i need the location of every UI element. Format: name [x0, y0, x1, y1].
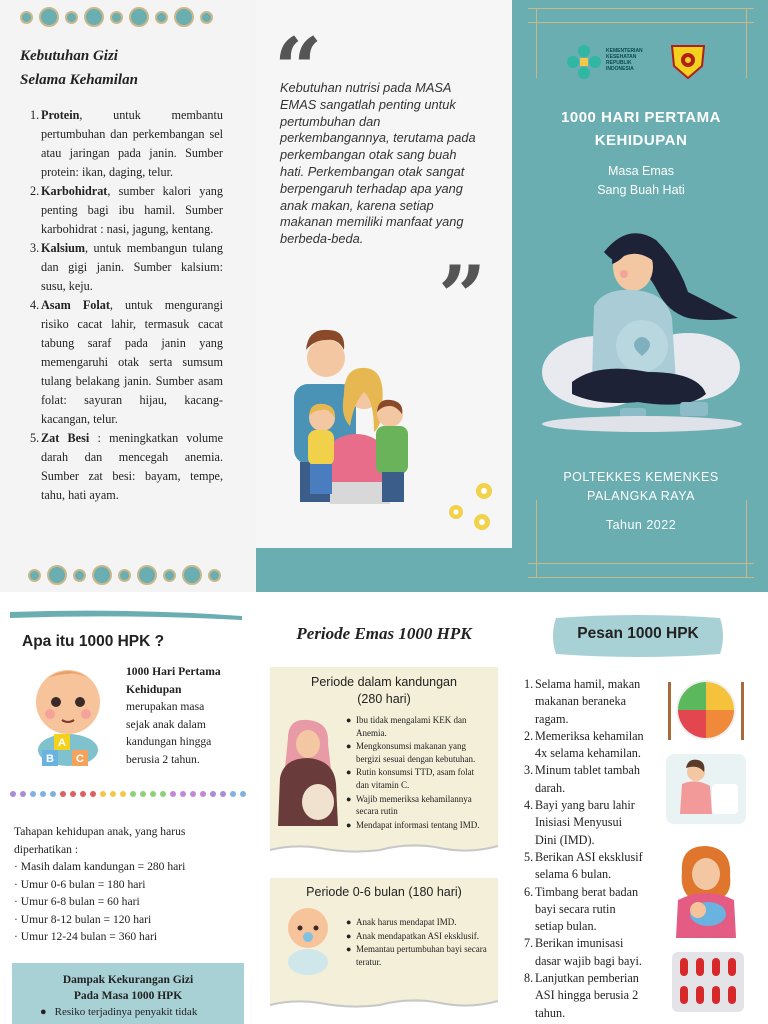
- card-infant-list: [346, 916, 490, 969]
- breastfeeding-icon: [668, 842, 744, 938]
- hpk-definition: [126, 663, 244, 768]
- impact-item-text: Resiko terjadinya penyakit tidak: [54, 1006, 198, 1018]
- card-infant-title: Periode 0-6 bulan (180 hari): [306, 885, 462, 899]
- nutrition-item-name: Karbohidrat: [41, 184, 108, 198]
- divider-dot: [60, 791, 66, 797]
- nutrition-item-number: 3.: [30, 241, 40, 255]
- frame-line-bottom: [528, 577, 754, 578]
- hpk-definition-line: sejak anak dalam: [126, 717, 206, 731]
- pesan-list: [524, 676, 656, 1022]
- nutrition-item-body: [41, 182, 223, 239]
- hijab-mother-illustration: [274, 718, 340, 828]
- poltekkes-logo-icon: [668, 40, 708, 80]
- checkup-icon: [666, 754, 746, 824]
- nutrition-item-body: [41, 239, 223, 296]
- pregnancy-item: [346, 714, 486, 739]
- pesan-item-number: 2.: [524, 728, 534, 743]
- nutrition-item: [30, 239, 223, 296]
- pesan-item-line: selama 6 bulan.: [535, 867, 612, 882]
- baby-blocks-illustration: [24, 664, 112, 772]
- pesan-item-body: [535, 676, 640, 728]
- impact-title: [12, 972, 244, 1004]
- nutrition-item-desc: , untuk membangun tulang dan gigi janin. Sumber kalsium: susu, keju.: [41, 241, 223, 293]
- open-quote-icon: “: [274, 19, 323, 118]
- divider-dot: [160, 791, 166, 797]
- hpk-heading: Apa itu 1000 HPK ?: [22, 633, 165, 650]
- pregnancy-item-text: Mendapat informasi tentang IMD.: [356, 819, 480, 830]
- pesan-item-line: Selama hamil, makan: [535, 677, 641, 691]
- pregnant-woman-illustration: [538, 222, 744, 434]
- teal-band: [256, 548, 512, 592]
- hpk-definition-bold2: Kehidupan: [126, 682, 182, 696]
- frame-line-right-bottom: [746, 500, 747, 578]
- kemenkes-line1: KEMENTERIAN: [606, 48, 643, 54]
- cover-year: Tahun 2022: [605, 518, 677, 532]
- pesan-item: [524, 935, 656, 970]
- divider-dot: [210, 791, 216, 797]
- cover-institution-line2: PALANGKA RAYA: [587, 489, 695, 503]
- bullet-icon: ●: [346, 819, 352, 830]
- stage-item: · Umur 12-24 bulan = 360 hari: [14, 930, 158, 943]
- cover-title: [528, 106, 754, 152]
- cover-institution: [528, 468, 754, 506]
- divider-dot: [190, 791, 196, 797]
- card-pregnancy-title: [270, 674, 498, 708]
- pesan-item: [524, 970, 656, 1022]
- nutrition-item-number: 4.: [30, 298, 40, 312]
- flowers-icon: [444, 480, 500, 536]
- cover-subtitle-line2: Sang Buah Hati: [597, 183, 685, 197]
- impact-item: [40, 1005, 197, 1019]
- quote-text: Kebutuhan nutrisi pada MASA EMAS sangatlah penting untuk pertumbuhan dan perkembangannya, terutama pada perkembangan otak sang buah hati. Perkembangan otak sangat berpengaruh terhadap apa yang anak makan, karena setiap makanan memiliki manfaat yang berbeda-beda.: [280, 80, 476, 247]
- pesan-item: [524, 728, 656, 763]
- pregnancy-item: [346, 740, 486, 765]
- nutrition-item-body: [41, 296, 223, 429]
- nutrition-item-name: Zat Besi: [41, 431, 90, 445]
- nutrition-item-desc: : meningkatkan volume darah dan mencegah anemia. Sumber zat besi: bayam, tempe, tahu, hati ayam.: [41, 431, 223, 502]
- stage-item: · Masih dalam kandungan = 280 hari: [14, 860, 186, 873]
- divider-dot: [150, 791, 156, 797]
- hpk-definition-rest: [126, 698, 244, 768]
- pesan-item-number: 7.: [524, 936, 534, 951]
- decor-dots-bottom: [28, 565, 221, 585]
- nutrition-item: [30, 106, 223, 182]
- divider-dot: [20, 791, 26, 797]
- bullet-icon: ●: [40, 1006, 47, 1018]
- nutrition-item-body: [41, 106, 223, 182]
- pesan-item: [524, 676, 656, 728]
- cover-subtitle-line1: Masa Emas: [608, 164, 674, 178]
- nutrition-item-number: 1.: [30, 108, 40, 122]
- pesan-item-line: dasar wajib bagi bayi.: [535, 953, 642, 968]
- bullet-icon: ●: [346, 930, 352, 941]
- pregnancy-item-text: Rutin konsumsi TTD, asam folat dan vitamin C.: [356, 767, 475, 790]
- pesan-item-line: makanan beraneka: [535, 694, 627, 709]
- nutrition-list: [30, 106, 223, 505]
- pesan-item-line: darah.: [535, 780, 566, 795]
- frame-line-left-bottom: [536, 500, 537, 578]
- nutrition-item: [30, 429, 223, 505]
- nutrition-item-number: 5.: [30, 431, 40, 445]
- pesan-heading: Pesan 1000 HPK: [577, 625, 699, 642]
- divider-dot: [70, 791, 76, 797]
- divider-dot: [170, 791, 176, 797]
- pesan-item-number: 1.: [524, 677, 534, 691]
- nutrition-title-line1: Kebutuhan Gizi: [20, 48, 118, 64]
- nutrition-title-line2: Selama Kehamilan: [20, 72, 138, 88]
- kemenkes-line2: KESEHATAN: [606, 54, 637, 60]
- hpk-definition-line: kandungan hingga: [126, 735, 212, 748]
- bullet-icon: ●: [346, 767, 352, 778]
- bullet-icon: ●: [346, 917, 352, 927]
- pesan-item-body: [535, 797, 635, 849]
- stages-intro-line2: diperhatikan :: [14, 842, 79, 856]
- pesan-item-line: Bayi yang baru lahir: [535, 798, 635, 813]
- pesan-item-line: ragam.: [535, 711, 569, 726]
- divider-dot: [180, 791, 186, 797]
- medicine-pack-icon: [670, 950, 746, 1014]
- cover-title-line2: KEHIDUPAN: [594, 132, 688, 149]
- hpk-definition-line: berusia 2 tahun.: [126, 752, 200, 766]
- pesan-item-body: [535, 728, 644, 763]
- stage-item: · Umur 6-8 bulan = 60 hari: [14, 895, 140, 908]
- infant-item: [346, 916, 490, 929]
- hpk-definition-bold1: 1000 Hari Pertama: [126, 665, 221, 678]
- frame-line-top: [528, 8, 754, 9]
- divider-dot: [50, 791, 56, 797]
- kemenkes-line3: REPUBLIK: [606, 60, 632, 66]
- pesan-item-line: Minum tablet tambah: [535, 763, 640, 778]
- infant-item-text: Memantau pertumbuhan bayi secara teratur.: [356, 944, 487, 967]
- frame-line-bottom-inner: [528, 563, 754, 564]
- pesan-item-line: Inisiasi Menyusui: [535, 815, 623, 830]
- decor-dots-top: [20, 7, 213, 27]
- bullet-icon: ●: [346, 741, 352, 752]
- divider-dot: [200, 791, 206, 797]
- divider-dot: [10, 791, 16, 797]
- colored-dots-divider: [10, 791, 246, 797]
- bullet-icon: ●: [346, 944, 352, 955]
- pesan-item-number: 3.: [524, 763, 534, 778]
- pesan-item: [524, 762, 656, 797]
- pesan-item-line: setiap bulan.: [535, 919, 597, 934]
- divider-dot: [140, 791, 146, 797]
- impact-title-line2: Pada Masa 1000 HPK: [73, 990, 183, 1002]
- pesan-item: [524, 884, 656, 936]
- svg-text:C: C: [76, 753, 84, 765]
- food-plate-icon: [664, 674, 748, 746]
- infant-item-text: Anak mendapatkan ASI eksklusif.: [356, 930, 479, 941]
- divider-dot: [30, 791, 36, 797]
- infant-item: [346, 930, 490, 943]
- card-pregnancy-title-line1: Periode dalam kandungan: [311, 675, 457, 689]
- page-gap: [0, 592, 768, 598]
- divider-dot: [220, 791, 226, 797]
- pesan-item-number: 6.: [524, 884, 534, 899]
- nutrition-item-name: Kalsium: [41, 241, 86, 255]
- frame-line-left-top: [536, 8, 537, 78]
- nutrition-item-desc: , untuk membantu pertumbuhan dan perkembangan sel atau jaringan pada janin. Sumber protein: ikan, daging, telur.: [41, 108, 223, 179]
- pesan-item-line: Berikan ASI eksklusif: [535, 849, 643, 864]
- stages-intro-line1: Tahapan kehidupan anak, yang harus: [14, 825, 186, 838]
- nutrition-item-name: Asam Folat: [41, 298, 110, 312]
- nutrition-item-desc: , sumber kalori yang penting bagi ibu hamil. Sumber karbohidrat : nasi, jagung, kentang.: [41, 184, 223, 236]
- nutrition-item-name: Protein: [41, 108, 80, 122]
- nutrition-item-desc: , untuk mengurangi risiko cacat lahir, termasuk cacat tabung saraf pada janin yang memengaruhi otak serta sumsum tulang belakang janin. Sumber asam folat: sayuran hijau, kacang-kacangan, telur.: [41, 298, 223, 426]
- pesan-item-line: ASI hingga berusia 2: [535, 988, 639, 1003]
- pesan-item: [524, 797, 656, 849]
- pesan-item-body: [535, 762, 640, 797]
- svg-text:A: A: [58, 737, 66, 749]
- cover-institution-line1: POLTEKKES KEMENKES: [563, 470, 719, 484]
- infant-item: [346, 943, 490, 968]
- divider-dot: [90, 791, 96, 797]
- stages-block: [14, 823, 252, 946]
- divider-dot: [110, 791, 116, 797]
- pregnancy-item-text: Wajib memeriksa kehamilannya secara rutin: [356, 793, 472, 817]
- pesan-item-line: Timbang berat badan: [535, 884, 639, 899]
- nutrition-item-number: 2.: [30, 184, 40, 198]
- bullet-icon: ●: [346, 793, 352, 804]
- family-illustration: [278, 322, 428, 510]
- nutrition-item-body: [41, 429, 223, 505]
- pesan-item-line: 4x selama kehamilan.: [535, 746, 641, 761]
- stages-list: [14, 858, 252, 946]
- pregnancy-item-text: Mengkonsumsi makanan yang bergizi sesuai dengan kebutuhan.: [356, 741, 476, 764]
- golden-period-heading: Periode Emas 1000 HPK: [296, 624, 472, 643]
- pregnancy-item: [346, 766, 486, 791]
- cover-title-line1: 1000 HARI PERTAMA: [561, 109, 721, 126]
- kemenkes-text: [606, 48, 643, 72]
- pesan-item: [524, 849, 656, 884]
- pesan-item-number: 8.: [524, 971, 534, 986]
- pesan-item-line: tahun.: [535, 1005, 566, 1020]
- pesan-item-number: 5.: [524, 849, 534, 864]
- hpk-definition-line: merupakan masa: [126, 700, 205, 713]
- pregnancy-item: [346, 793, 486, 818]
- stage-item: · Umur 0-6 bulan = 180 hari: [14, 877, 146, 891]
- svg-text:B: B: [46, 753, 54, 765]
- pesan-item-line: Lanjutkan pemberian: [535, 971, 639, 986]
- divider-dot: [40, 791, 46, 797]
- nutrition-item: [30, 296, 223, 429]
- stage-item: · Umur 8-12 bulan = 120 hari: [14, 912, 152, 926]
- divider-dot: [120, 791, 126, 797]
- frame-line-top-inner: [528, 22, 754, 23]
- card-pregnancy-title-line2: (280 hari): [357, 692, 411, 706]
- kemenkes-logo-icon: [566, 44, 602, 80]
- bullet-icon: ●: [346, 715, 352, 725]
- pesan-item-line: Berikan imunisasi: [535, 936, 624, 951]
- pesan-item-line: bayi secara rutin: [535, 901, 616, 916]
- divider-dot: [130, 791, 136, 797]
- pesan-item-body: [535, 884, 638, 936]
- close-quote-icon: ”: [438, 247, 487, 346]
- infant-item-text: Anak harus mendapat IMD.: [356, 917, 457, 927]
- pesan-item-line: Memeriksa kehamilan: [535, 728, 644, 743]
- card-pregnancy-torn-edge: [270, 840, 498, 854]
- pesan-item-line: Dini (IMD).: [535, 832, 595, 847]
- divider-dot: [240, 791, 246, 797]
- divider-dot: [230, 791, 236, 797]
- pesan-item-body: [535, 935, 642, 970]
- impact-title-line1: Dampak Kekurangan Gizi: [62, 974, 194, 986]
- nutrition-item: [30, 182, 223, 239]
- kemenkes-line4: INDONESIA: [606, 66, 634, 72]
- card-pregnancy-list: [346, 714, 486, 832]
- pregnancy-item-text: Ibu tidak mengalami KEK dan Anemia.: [356, 715, 467, 738]
- divider-dot: [80, 791, 86, 797]
- frame-line-right-top: [746, 8, 747, 78]
- card-infant-torn-edge: [270, 995, 498, 1009]
- pesan-item-number: 4.: [524, 798, 534, 813]
- infant-pacifier-illustration: [282, 906, 334, 976]
- nutrition-title: [20, 44, 240, 92]
- pesan-item-body: [535, 849, 643, 884]
- cover-subtitle: [528, 162, 754, 200]
- pregnancy-item: [346, 819, 486, 832]
- pesan-item-body: [535, 970, 639, 1022]
- divider-dot: [100, 791, 106, 797]
